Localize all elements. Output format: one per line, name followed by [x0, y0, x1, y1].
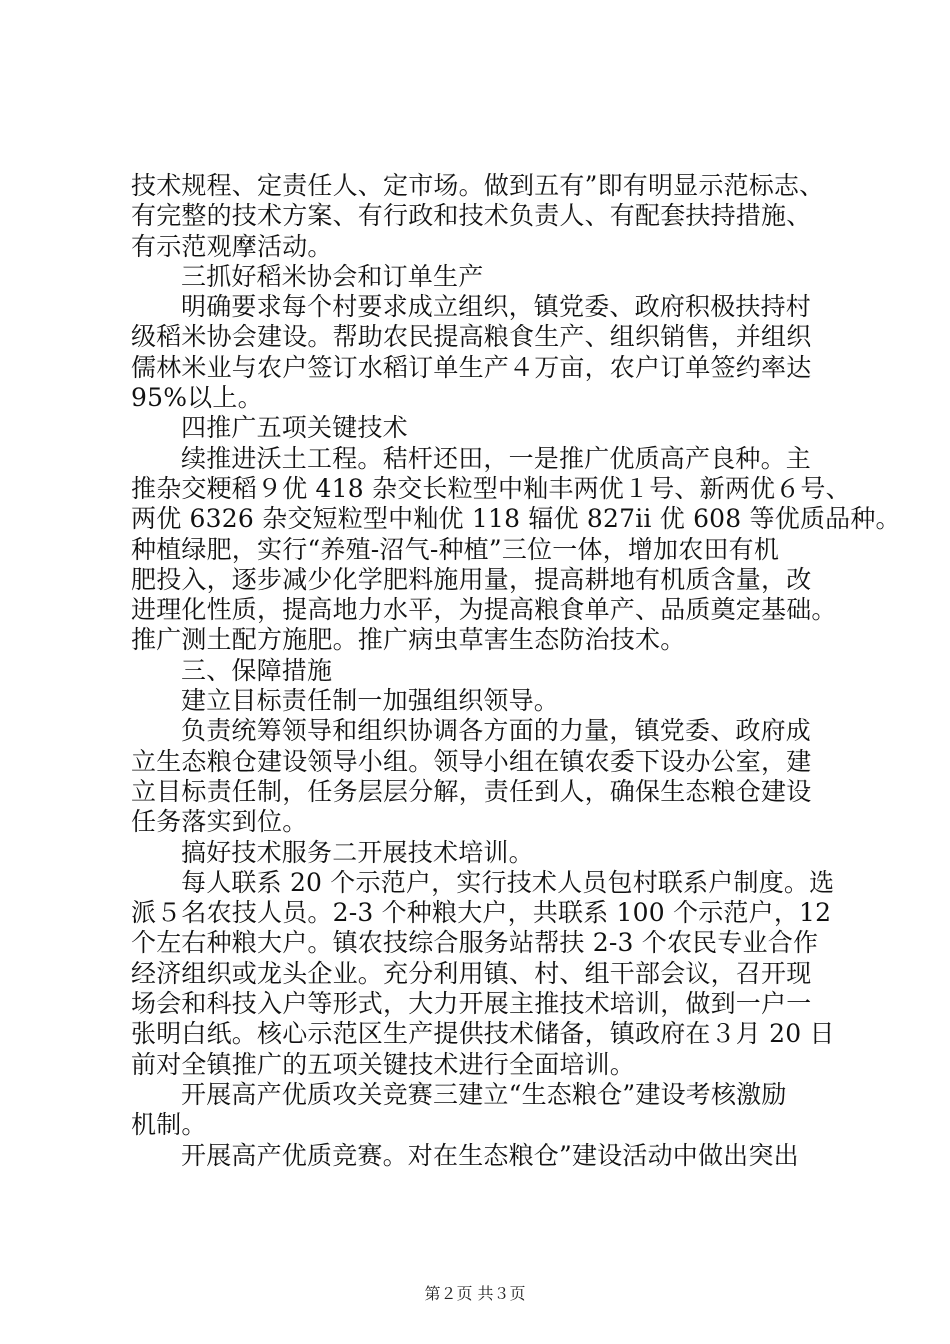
text-line: 派５名农技人员。2-3 个种粮大户，共联系 100 个示范户，12 [131, 898, 832, 928]
text-line: 经济组织或龙头企业。充分利用镇、村、组干部会议，召开现 [131, 958, 812, 988]
text-line: 立目标责任制，任务层层分解，责任到人，确保生态粮仓建设 [131, 776, 812, 806]
text-line: 续推进沃土工程。秸杆还田，一是推广优质高产良种。主 [181, 443, 812, 473]
text-line: 张明白纸。核心示范区生产提供技术储备，镇政府在３月 20 日 [131, 1019, 835, 1049]
text-line: 技术规程、定责任人、定市场。做到五有”即有明显示范标志、 [131, 171, 825, 200]
page-footer: 第２页 共３页 [424, 1284, 526, 1303]
text-line: 建立目标责任制一加强组织领导。 [181, 686, 560, 716]
text-line: 三抓好稻米协会和订单生产 [181, 261, 484, 291]
text-line: 个左右种粮大户。镇农技综合服务站帮扶 2-3 个农民专业合作 [131, 928, 819, 958]
text-line: 开展高产优质竞赛。对在生态粮仓”建设活动中做出突出 [181, 1140, 799, 1170]
text-line: 四推广五项关键技术 [181, 413, 408, 443]
text-line: 前对全镇推广的五项关键技术进行全面培训。 [131, 1049, 636, 1079]
text-line: 95%以上。 [131, 383, 263, 413]
text-line: 任务落实到位。 [131, 807, 308, 837]
text-line: 负责统筹领导和组织协调各方面的力量，镇党委、政府成 [181, 716, 812, 746]
text-line: 明确要求每个村要求成立组织，镇党委、政府积极扶持村 [181, 292, 812, 322]
text-line: 推广测土配方施肥。推广病虫草害生态防治技术。 [131, 625, 686, 655]
text-line: 肥投入，逐步减少化学肥料施用量，提高耕地有机质含量，改 [131, 564, 812, 594]
text-line: 级稻米协会建设。帮助农民提高粮食生产、组织销售，并组织 [131, 322, 812, 352]
text-line: 进理化性质，提高地力水平，为提高粮食单产、品质奠定基础。 [131, 595, 837, 625]
text-line: 儒林米业与农户签订水稻订单生产４万亩，农户订单签约率达 [131, 352, 812, 382]
text-line: 开展高产优质攻关竞赛三建立“生态粮仓”建设考核激励 [181, 1079, 787, 1109]
text-line: 推杂交粳稻９优 418 杂交长粒型中籼丰两优１号、新两优６号、 [131, 473, 851, 503]
text-line: 每人联系 20 个示范户，实行技术人员包村联系户制度。选 [181, 867, 835, 897]
text-line: 机制。 [131, 1110, 207, 1140]
text-line: 有完整的技术方案、有行政和技术负责人、有配套扶持措施、 [131, 201, 812, 231]
text-line: 三、保障措施 [181, 655, 333, 685]
text-line: 种植绿肥，实行“养殖-沼气-种植”三位一体，增加农田有机 [131, 534, 780, 564]
text-line: 两优 6326 杂交短粒型中籼优 118 辐优 827ii 优 608 等优质品种。 [131, 504, 901, 534]
text-line: 立生态粮仓建设领导小组。领导小组在镇农委下设办公室，建 [131, 746, 812, 776]
document-body [131, 171, 901, 1171]
text-line: 有示范观摩活动。 [131, 231, 333, 261]
text-line: 搞好技术服务二开展技术培训。 [181, 837, 534, 867]
text-line: 场会和科技入户等形式，大力开展主推技术培训，做到一户一 [131, 989, 812, 1019]
